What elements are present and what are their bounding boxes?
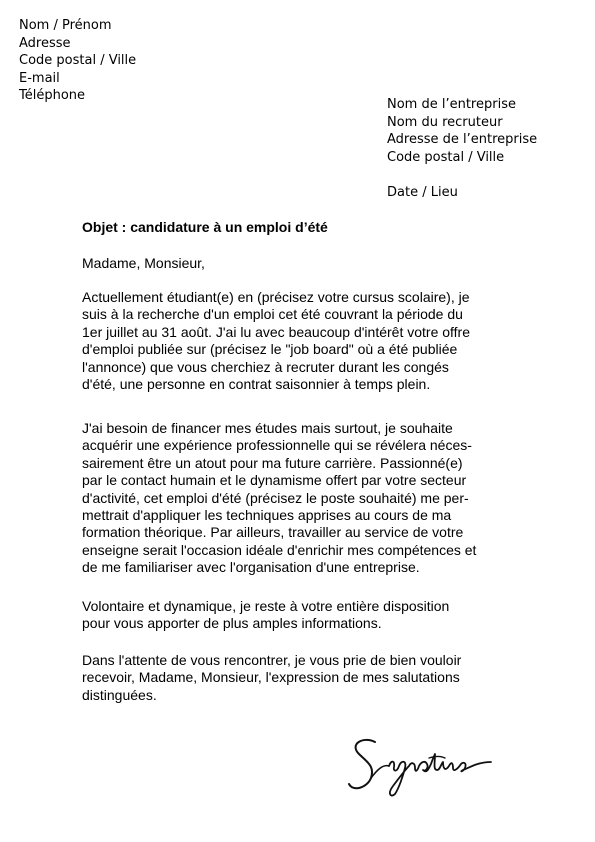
paragraph-line: enseigne serait l'occasion idéale d'enrichir mes compétences et bbox=[82, 541, 477, 558]
recipient-block bbox=[387, 96, 537, 166]
paragraph-line: recevoir, Madame, Monsieur, l'expression de mes salutations bbox=[82, 669, 460, 686]
recipient-address: Adresse de l’entreprise bbox=[387, 132, 538, 148]
subject-line: Objet : candidature à un emploi d’été bbox=[82, 219, 328, 235]
paragraph-line: Volontaire et dynamique, je reste à votre entière disposition bbox=[82, 598, 450, 614]
paragraph-line: Actuellement étudiant(e) en (précisez votre cursus scolaire), je bbox=[82, 289, 470, 305]
handwritten-signature bbox=[345, 732, 495, 802]
paragraph-line: d'activité, cet emploi d'été (précisez le poste souhaité) me per- bbox=[82, 489, 469, 506]
date-place: Date / Lieu bbox=[387, 185, 458, 200]
paragraph-motivation bbox=[82, 420, 476, 577]
paragraph-line: par le contact humain et le dynamisme offert par votre secteur bbox=[82, 472, 467, 489]
paragraph-line: d'emploi publiée sur (précisez le "job board" où a été publiée bbox=[82, 341, 458, 358]
paragraph-line: formation théorique. Par ailleurs, travailler au service de votre bbox=[82, 524, 464, 541]
salutation: Madame, Monsieur, bbox=[82, 255, 205, 271]
recipient-company: Nom de l’entreprise bbox=[387, 97, 516, 112]
paragraph-line: sairement être un atout pour ma future carrière. Passionné(e) bbox=[82, 454, 463, 471]
recipient-postal-city: Code postal / Ville bbox=[387, 149, 505, 165]
paragraph-line: acquérir une expérience professionnelle qui se révélera néces- bbox=[82, 437, 472, 454]
paragraph-line: suis à la recherche d'un emploi cet été couvrant la période du bbox=[82, 306, 463, 323]
sender-name: Nom / Prénom bbox=[19, 18, 112, 33]
paragraph-line: distinguées. bbox=[82, 686, 157, 703]
sender-address: Adresse bbox=[19, 35, 71, 51]
paragraph-line: Dans l'attente de vous rencontrer, je vous prie de bien vouloir bbox=[82, 652, 462, 668]
paragraph-line: mettrait d'appliquer les techniques apprises au cours de ma bbox=[82, 507, 452, 524]
paragraph-line: de me familiariser avec l'organisation d'une entreprise. bbox=[82, 559, 420, 576]
paragraph-line: J'ai besoin de financer mes études mais surtout, je souhaite bbox=[82, 420, 453, 436]
paragraph-closing bbox=[82, 652, 461, 704]
paragraph-availability bbox=[82, 598, 449, 633]
recipient-recruiter: Nom du recruteur bbox=[387, 114, 503, 130]
sender-block bbox=[19, 17, 136, 105]
sender-phone: Téléphone bbox=[19, 88, 86, 104]
paragraph-intro bbox=[82, 289, 470, 393]
paragraph-line: 1er juillet au 31 août. J'ai lu avec beaucoup d'intérêt votre offre bbox=[82, 323, 471, 340]
sender-postal-city: Code postal / Ville bbox=[19, 53, 137, 69]
paragraph-line: pour vous apporter de plus amples informations. bbox=[82, 615, 382, 632]
paragraph-line: d'été, une personne en contrat saisonnier à temps plein. bbox=[82, 376, 431, 393]
paragraph-line: l'annonce) que vous cherchiez à recruter durant les congés bbox=[82, 358, 449, 375]
sender-email: E-mail bbox=[19, 70, 60, 86]
